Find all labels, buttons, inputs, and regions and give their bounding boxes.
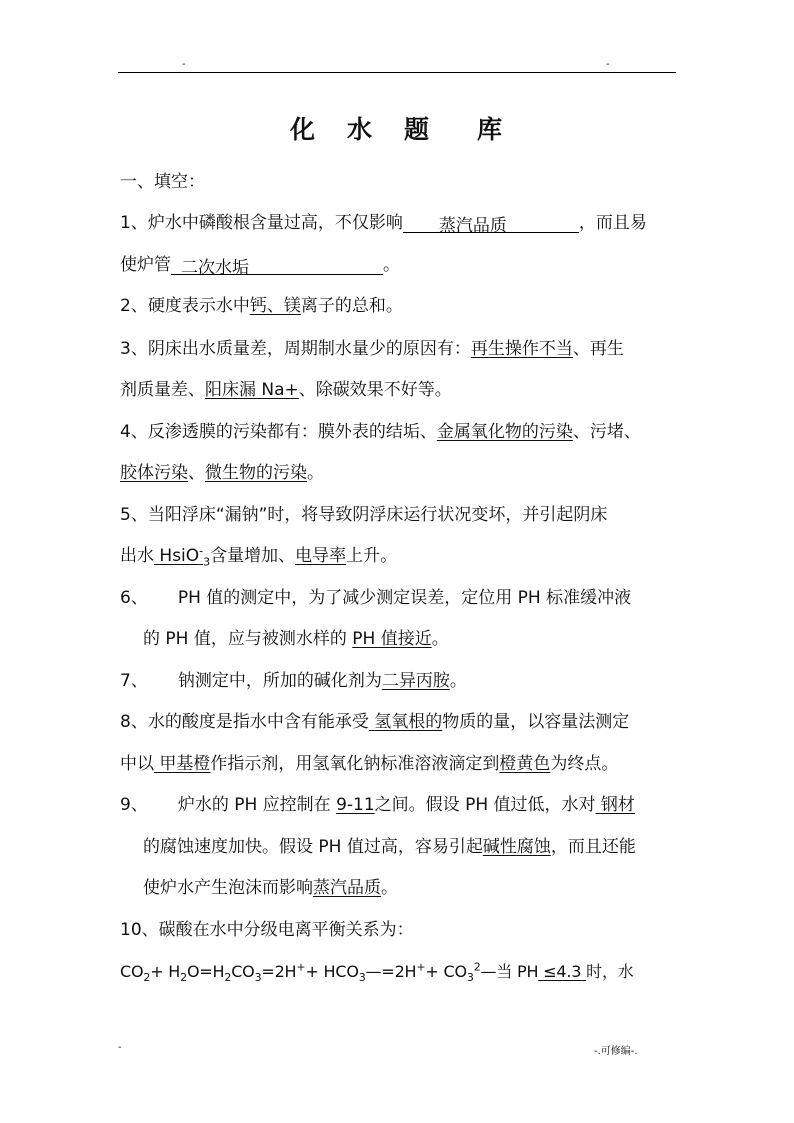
- question-3-line-2: [120, 378, 452, 402]
- text: 。: [431, 629, 449, 649]
- question-4-line-1: [120, 420, 641, 444]
- answer-text: PH 值接近: [352, 629, 432, 649]
- question-8-line-1: [120, 710, 629, 734]
- answer-text: 蒸汽品质: [313, 878, 381, 898]
- text: 之间。假设 PH 值过低，水对: [374, 795, 596, 815]
- page-header-line: [118, 59, 676, 73]
- answer-word: ≤4.3: [543, 962, 582, 981]
- question-3-line-1: [120, 337, 624, 361]
- question-10-line-1: 10、碳酸在水中分级电离平衡关系为：: [120, 920, 414, 940]
- answer-text: 电导率: [295, 546, 347, 566]
- formula-sub: 3: [358, 971, 366, 985]
- text: 。: [449, 671, 467, 691]
- answer-word: 钢材: [600, 795, 635, 815]
- question-number: 6、: [120, 588, 148, 608]
- text: 。: [383, 255, 400, 275]
- formula-text: CO: [231, 962, 255, 981]
- text: 。: [307, 463, 324, 483]
- section-heading: 一、填空：: [120, 172, 205, 192]
- formula-sub: 3: [203, 555, 211, 569]
- formula-sub: 3: [466, 971, 474, 985]
- formula-text: O=H: [186, 962, 225, 981]
- question-number: 7、: [120, 671, 148, 691]
- text: 作指示剂，用氢氧化钠标准溶液滴定到: [210, 754, 500, 774]
- text: 含量增加、: [210, 546, 296, 566]
- answer-text: 金属氧化物的污染: [436, 422, 573, 442]
- text: 上升。: [346, 546, 398, 566]
- answer-text: 微生物的污染: [205, 463, 307, 483]
- answer-text: 橙黄色: [499, 754, 551, 774]
- formula-text: + HCO: [305, 962, 359, 981]
- text: PH 值的测定中，为了减少测定误差，定位用 PH 标准缓冲液: [177, 588, 632, 608]
- title-char: 题: [404, 115, 432, 144]
- text: 2、硬度表示水中: [120, 296, 250, 316]
- footer-right: -.可修编-.: [594, 1046, 638, 1057]
- question-9-line-1: [120, 793, 635, 817]
- text: 、: [188, 463, 205, 483]
- text: 为终点。: [550, 754, 619, 774]
- formula-sup: 2: [473, 960, 481, 974]
- answer-text: 钙、镁: [249, 296, 301, 316]
- formula-text: HsiO: [159, 546, 200, 566]
- text: 、污堵、: [572, 422, 641, 442]
- question-4-line-2: [120, 461, 324, 485]
- answer-text: 再生操作不当: [470, 339, 573, 359]
- title-char: 化: [289, 115, 317, 144]
- text: 物质的量，以容量法测定: [442, 712, 630, 732]
- text: 3、阴床出水质量差，周期制水量少的原因有：: [120, 339, 471, 359]
- question-5-line-1: 5、当阳浮床“漏钠”时，将导致阴浮床运行状况变坏，并引起阴床: [120, 505, 608, 525]
- question-10-equation: [120, 960, 634, 984]
- question-8-line-2: [120, 752, 618, 776]
- text: 。: [381, 878, 398, 898]
- text: 出水: [120, 546, 154, 566]
- question-1-line-1: [120, 211, 647, 235]
- title-char: 库: [477, 115, 505, 144]
- formula-text: —: [480, 962, 497, 981]
- question-6-line-2: [143, 627, 449, 651]
- question-2: [120, 294, 403, 318]
- answer-text: 胶体污染: [120, 463, 188, 483]
- formula-text: + H: [150, 962, 181, 981]
- text: 剂质量差、: [120, 380, 205, 400]
- answer-text: 蒸汽品质: [438, 216, 507, 236]
- title-char: 水: [346, 115, 374, 144]
- footer-left: -: [118, 1042, 122, 1053]
- answer-text: [154, 754, 210, 774]
- answer-text: 阳床漏 Na+: [205, 380, 299, 400]
- formula-sub: 2: [143, 971, 151, 985]
- question-7: [120, 669, 467, 693]
- text: 中以: [120, 754, 154, 774]
- formula-sub: 2: [180, 971, 187, 985]
- text: 使炉管: [120, 255, 171, 275]
- answer-text: 二异丙胺: [381, 671, 450, 691]
- text: 8、水的酸度是指水中含有能承受: [120, 712, 369, 732]
- formula-text: + CO: [425, 962, 467, 981]
- formula-text: —: [365, 962, 382, 981]
- text: ，而且还能: [550, 837, 636, 857]
- text: 1、炉水中磷酸根含量过高，不仅影响: [120, 213, 403, 233]
- text: 、再生: [572, 339, 624, 359]
- formula-text: =2H: [381, 962, 417, 981]
- formula-sup: -: [199, 544, 204, 558]
- question-6-line-1: [120, 586, 631, 610]
- text: 4、反渗透膜的污染都有：膜外表的结垢、: [120, 422, 437, 442]
- question-1-line-2: [120, 253, 400, 277]
- formula-text: CO: [120, 962, 144, 981]
- answer-word: 氢氧根的: [374, 712, 443, 732]
- header-dot-right: -: [606, 59, 610, 70]
- answer-text: [538, 962, 586, 981]
- header-dot-left: -: [182, 59, 186, 70]
- formula-sub: 3: [254, 971, 262, 985]
- text: 的 PH 值，应与被测水样的: [143, 629, 347, 649]
- question-5-line-2: [120, 544, 397, 568]
- answer-text: [596, 795, 635, 815]
- question-number: 9、: [120, 795, 148, 815]
- formula-sub: 2: [224, 971, 232, 985]
- formula-text: 时，水: [586, 962, 634, 981]
- text: 、除碳效果不好等。: [298, 380, 452, 400]
- answer-text: [154, 544, 211, 569]
- formula-text: 当 PH: [496, 962, 539, 981]
- answer-blank: [403, 214, 579, 236]
- answer-text: [369, 712, 442, 732]
- answer-text: 9-11: [336, 795, 375, 815]
- formula-text: =2H: [261, 962, 297, 981]
- text: ，而且易: [578, 213, 647, 233]
- question-9-line-2: [143, 835, 636, 859]
- text: 炉水的 PH 应控制在: [177, 795, 331, 815]
- question-9-line-3: [143, 876, 398, 900]
- formula-sup: +: [416, 960, 426, 974]
- page-title: [0, 110, 794, 146]
- formula-sup: +: [296, 960, 306, 974]
- text: 离子的总和。: [300, 296, 403, 316]
- text: 使炉水产生泡沫而影响: [143, 878, 313, 898]
- answer-text: 碱性腐蚀: [482, 837, 551, 857]
- answer-blank: [171, 256, 383, 278]
- answer-word: 甲基橙: [159, 754, 211, 774]
- text: 的腐蚀速度加快。假设 PH 值过高，容易引起: [143, 837, 483, 857]
- text: 钠测定中，所加的碱化剂为: [177, 671, 382, 691]
- answer-text: 二次水垢: [181, 258, 249, 278]
